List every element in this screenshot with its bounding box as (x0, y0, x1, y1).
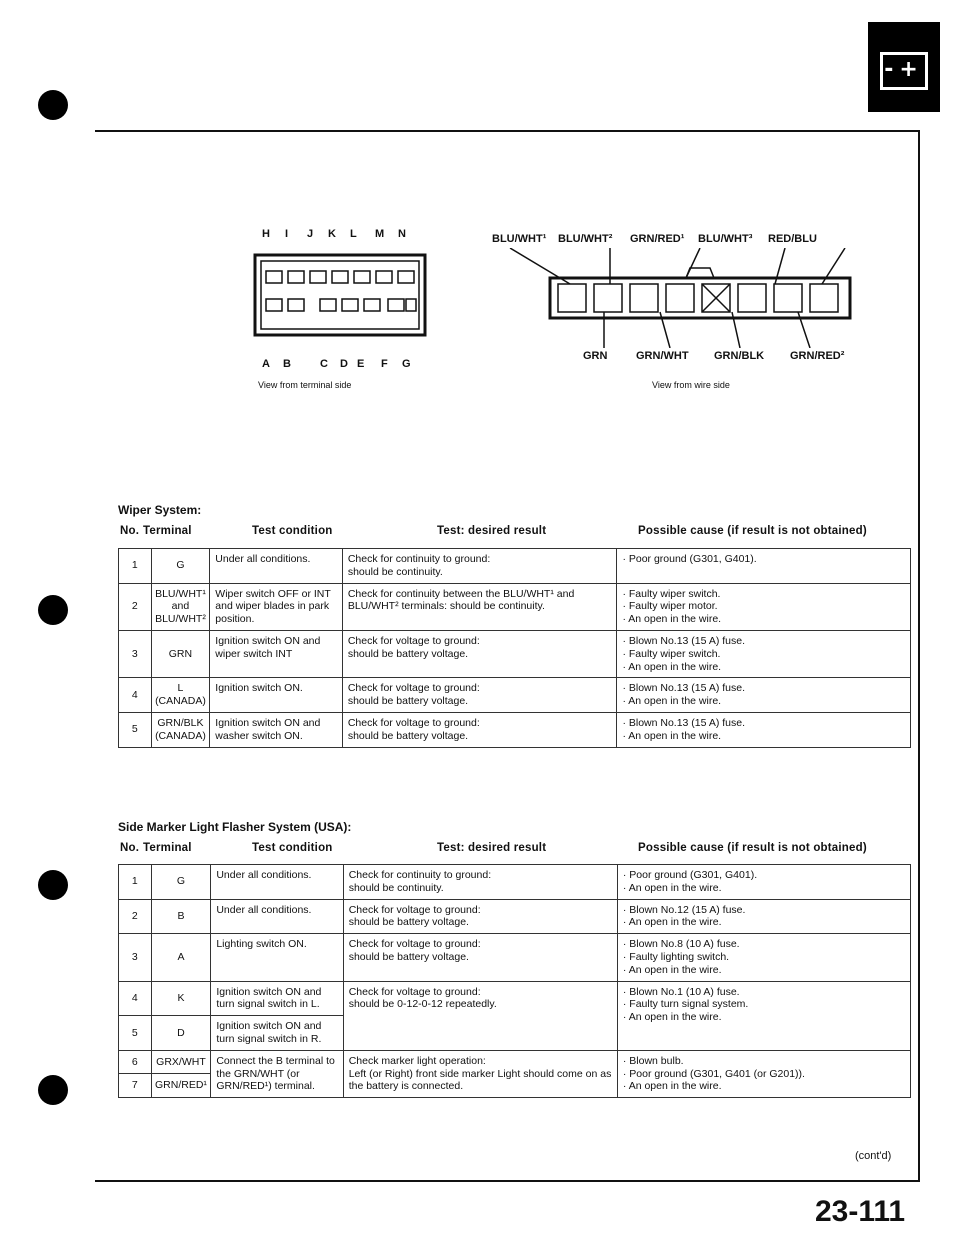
table-cell-no: 4 (119, 678, 152, 713)
table-cell-term: GRN/BLK (CANADA) (151, 712, 210, 747)
table-row (119, 678, 911, 713)
table-cell-term: L (CANADA) (151, 678, 210, 713)
bottom-rule (95, 1180, 920, 1182)
col-header-cause: Possible cause (if result is not obtained) (638, 842, 867, 854)
marker-test-table (118, 864, 911, 1098)
table-cell-term: G (151, 549, 210, 584)
table-row (119, 899, 911, 934)
table-cell-no: 2 (119, 899, 152, 934)
wire-color-label: GRN/BLK (714, 350, 765, 362)
table-cell-cond: Wiper switch OFF or INT and wiper blades in park position. (210, 583, 343, 630)
punch-hole (38, 595, 68, 625)
pin-label: D (340, 358, 348, 370)
table-cell-term: K (151, 981, 211, 1016)
table-cell-no: 3 (119, 630, 152, 677)
right-rule (918, 130, 920, 1180)
pin-label: C (320, 358, 328, 370)
pin-label: B (283, 358, 291, 370)
table-cell-cond: Ignition switch ON. (210, 678, 343, 713)
wiper-test-table (118, 548, 911, 748)
table-cell-cause: · Blown No.13 (15 A) fuse. · Faulty wiper switch. · An open in the wire. (617, 630, 911, 677)
pin-label: M (375, 228, 385, 240)
table-cell-test: Check for voltage to ground: should be battery voltage. (342, 712, 617, 747)
table-cell-cond: Ignition switch ON and turn signal switch in L. (211, 981, 343, 1016)
battery-section-icon: -+ (868, 22, 940, 112)
pin-label: N (398, 228, 406, 240)
table-cell-test: Check for voltage to ground: should be battery voltage. (343, 934, 617, 981)
wire-color-label: GRN/WHT (636, 350, 689, 362)
table-cell-cause: · Blown No.13 (15 A) fuse. · An open in the wire. (617, 712, 911, 747)
table-row (119, 583, 911, 630)
table-cell-term: GRN (151, 630, 210, 677)
table-cell-term: GRN/RED¹ (151, 1074, 211, 1098)
wire-color-label: GRN/RED¹ (630, 233, 685, 245)
table-cell-no: 7 (119, 1074, 152, 1098)
table-cell-term: G (151, 865, 211, 900)
table-cell-cause: · Faulty wiper switch. · Faulty wiper motor. · An open in the wire. (617, 583, 911, 630)
table-cell-term: GRX/WHT (151, 1050, 211, 1074)
table-row (119, 981, 911, 1016)
col-header-condition: Test condition (252, 842, 333, 854)
table-cell-cause: · Blown No.13 (15 A) fuse. · An open in the wire. (617, 678, 911, 713)
col-header-no: No. (120, 842, 140, 854)
table-cell-test: Check for voltage to ground: should be battery voltage. (342, 678, 617, 713)
col-header-result: Test: desired result (437, 525, 547, 537)
table-cell-cause: · Poor ground (G301, G401). (617, 549, 911, 584)
table-cell-test: Check for voltage to ground: should be battery voltage. (342, 630, 617, 677)
table-cell-cause: · Blown No.1 (10 A) fuse. · Faulty turn signal system. · An open in the wire. (617, 981, 910, 1050)
pin-label: J (307, 228, 314, 240)
table-cell-no: 2 (119, 583, 152, 630)
continued-note: (cont'd) (855, 1150, 892, 1162)
table-cell-test: Check for voltage to ground: should be battery voltage. (343, 899, 617, 934)
table-cell-cond: Under all conditions. (211, 899, 343, 934)
punch-hole (38, 870, 68, 900)
pin-label: E (357, 358, 365, 370)
table-cell-test: Check for continuity to ground: should be continuity. (342, 549, 617, 584)
table-row (119, 1050, 911, 1074)
pin-label: G (402, 358, 411, 370)
table-cell-term: BLU/WHT¹ and BLU/WHT² (151, 583, 210, 630)
top-rule (95, 130, 920, 132)
pin-label: A (262, 358, 270, 370)
wire-color-label: BLU/WHT¹ (492, 233, 547, 245)
pin-label: I (285, 228, 289, 240)
table-row (119, 630, 911, 677)
wire-color-label: GRN/RED² (790, 350, 845, 362)
wire-color-label: RED/BLU (768, 233, 817, 245)
table-cell-cond: Under all conditions. (210, 549, 343, 584)
right-connector-caption: View from wire side (652, 380, 730, 390)
table-cell-test: Check for continuity to ground: should be continuity. (343, 865, 617, 900)
table-cell-no: 3 (119, 934, 152, 981)
table-cell-term: A (151, 934, 211, 981)
col-header-condition: Test condition (252, 525, 333, 537)
punch-hole (38, 1075, 68, 1105)
col-header-result: Test: desired result (437, 842, 547, 854)
table-cell-test: Check for continuity between the BLU/WHT¹ and BLU/WHT² terminals: should be continuity. (342, 583, 617, 630)
table-cell-cond: Lighting switch ON. (211, 934, 343, 981)
table-cell-cause: · Blown No.12 (15 A) fuse. · An open in the wire. (617, 899, 910, 934)
table-row (119, 865, 911, 900)
table-cell-test: Check for voltage to ground: should be 0-12-0-12 repeatedly. (343, 981, 617, 1050)
table-cell-term: D (151, 1016, 211, 1051)
table-row (119, 549, 911, 584)
table-cell-cond: Ignition switch ON and washer switch ON. (210, 712, 343, 747)
pin-label: F (381, 358, 388, 370)
pin-label: L (350, 228, 357, 240)
page-number: 23-111 (815, 1195, 906, 1228)
table-row (119, 712, 911, 747)
wire-color-label: GRN (583, 350, 608, 362)
table-cell-cond: Ignition switch ON and turn signal switch in R. (211, 1016, 343, 1051)
col-header-terminal: Terminal (143, 525, 192, 537)
table-cell-no: 5 (119, 1016, 152, 1051)
table-cell-cause: · Blown bulb. · Poor ground (G301, G401 (or G201)). · An open in the wire. (617, 1050, 910, 1097)
table-cell-no: 5 (119, 712, 152, 747)
left-connector-caption: View from terminal side (258, 380, 352, 390)
table-cell-cause: · Poor ground (G301, G401). · An open in the wire. (617, 865, 910, 900)
table-cell-cond: Ignition switch ON and wiper switch INT (210, 630, 343, 677)
col-header-no: No. (120, 525, 140, 537)
table-row (119, 934, 911, 981)
wire-side-connector-diagram (500, 248, 880, 348)
wire-color-label: BLU/WHT³ (698, 233, 753, 245)
table-cell-cause: · Blown No.8 (10 A) fuse. · Faulty lighting switch. · An open in the wire. (617, 934, 910, 981)
table-cell-cond: Connect the B terminal to the GRN/WHT (or GRN/RED¹) terminal. (211, 1050, 343, 1097)
punch-hole (38, 90, 68, 120)
pin-label: K (328, 228, 336, 240)
col-header-terminal: Terminal (143, 842, 192, 854)
table-cell-cond: Under all conditions. (211, 865, 343, 900)
table-cell-term: B (151, 899, 211, 934)
pin-label: H (262, 228, 270, 240)
table-cell-no: 1 (119, 865, 152, 900)
table-cell-no: 4 (119, 981, 152, 1016)
col-header-cause: Possible cause (if result is not obtained) (638, 525, 867, 537)
table-cell-no: 6 (119, 1050, 152, 1074)
marker-section-title: Side Marker Light Flasher System (USA): (118, 820, 352, 834)
wiper-section-title: Wiper System: (118, 503, 202, 517)
wire-color-label: BLU/WHT² (558, 233, 613, 245)
table-cell-no: 1 (119, 549, 152, 584)
table-cell-test: Check marker light operation: Left (or Right) front side marker Light should come on as the battery is connected. (343, 1050, 617, 1097)
